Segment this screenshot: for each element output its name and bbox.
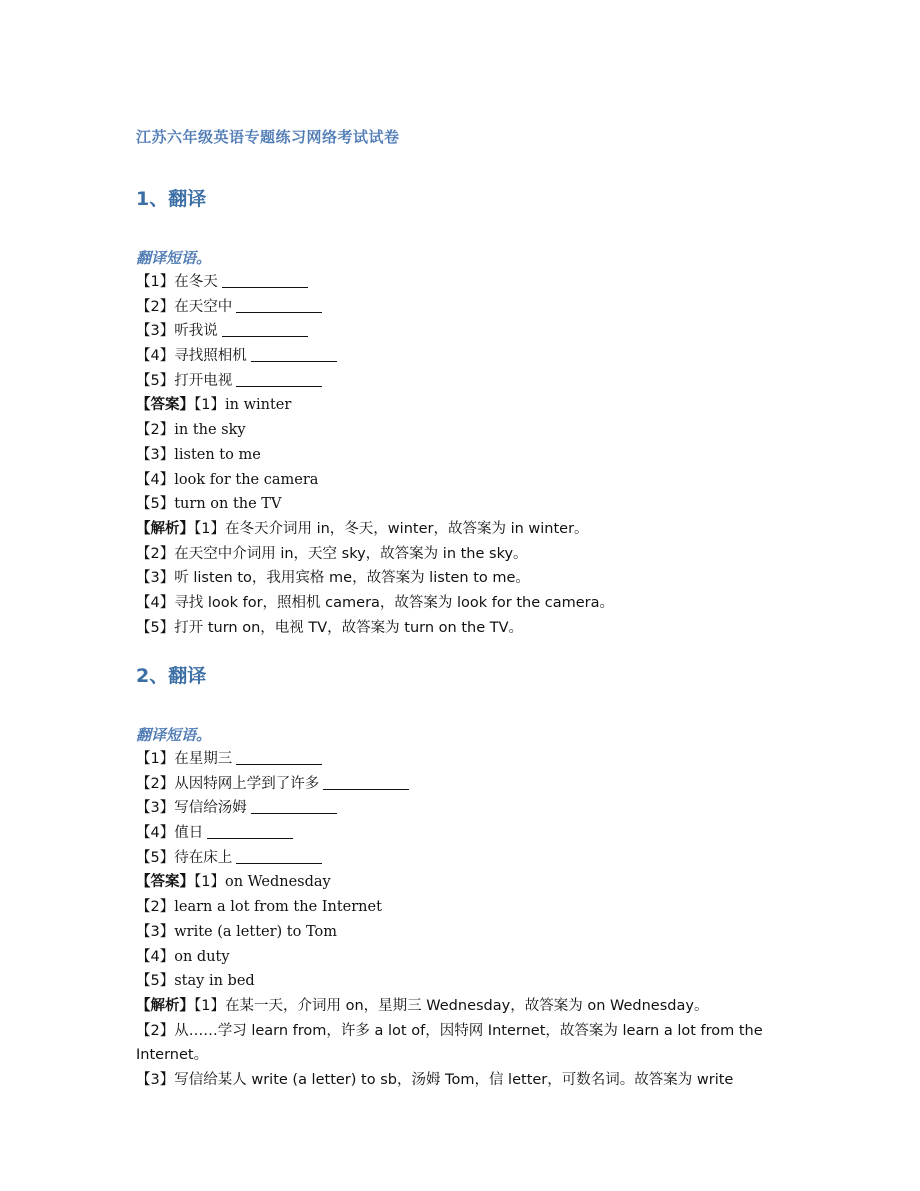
answer-text: listen to me — [174, 446, 261, 463]
answer-line — [136, 870, 796, 895]
answer-number: 【4】 — [136, 948, 175, 965]
question-number: 【3】 — [136, 800, 175, 817]
analysis-number: 【1】 — [194, 997, 225, 1014]
analysis-line — [136, 1019, 796, 1068]
question-line — [136, 747, 796, 772]
answer-blank — [323, 773, 409, 790]
question-number: 【3】 — [136, 323, 175, 340]
answer-text: on Wednesday — [224, 874, 331, 891]
question-text: 待在床上 — [174, 849, 233, 866]
answer-number: 【2】 — [136, 422, 175, 439]
answer-blank — [207, 822, 293, 839]
answer-blank — [236, 370, 322, 387]
answer-number: 【5】 — [136, 496, 175, 513]
answer-text: in the sky — [174, 422, 246, 439]
answer-line — [136, 468, 796, 493]
section-instruction: 翻译短语。 — [136, 726, 212, 744]
analysis-label: 【解析】 — [136, 997, 194, 1014]
question-number: 【2】 — [136, 775, 175, 792]
answer-number: 【1】 — [194, 874, 225, 891]
analysis-line — [136, 566, 796, 591]
answer-text: look for the camera — [174, 471, 319, 488]
answer-label: 【答案】 — [136, 874, 194, 891]
answer-number: 【1】 — [194, 397, 225, 414]
question-line — [136, 821, 796, 846]
answer-line — [136, 418, 796, 443]
analysis-line — [136, 542, 796, 567]
answer-line — [136, 945, 796, 970]
question-line — [136, 772, 796, 797]
question-text: 打开电视 — [174, 372, 233, 389]
answer-blank — [222, 320, 308, 337]
question-text: 从因特网上学到了许多 — [174, 775, 320, 792]
question-text: 寻找照相机 — [174, 348, 247, 365]
question-text: 在冬天 — [174, 274, 218, 290]
answer-text: write (a letter) to Tom — [174, 923, 337, 940]
answer-text: learn a lot from the Internet — [174, 899, 382, 916]
answer-text: on duty — [174, 948, 230, 965]
section-2 — [136, 661, 796, 1093]
analysis-text: 从……学习 learn from，许多 a lot of，因特网 Internet，故答案为 learn a lot from the Internet。 — [136, 1022, 763, 1064]
answer-text: in winter — [224, 397, 292, 414]
question-number: 【5】 — [136, 372, 175, 389]
answer-number: 【4】 — [136, 471, 175, 488]
document-title: 江苏六年级英语专题练习网络考试试卷 — [136, 128, 400, 146]
analysis-number: 【1】 — [194, 520, 225, 537]
analysis-number: 【5】 — [136, 619, 175, 636]
question-number: 【1】 — [136, 751, 175, 767]
question-text: 听我说 — [174, 323, 218, 340]
answer-blank — [251, 797, 337, 814]
analysis-number: 【3】 — [136, 1071, 175, 1088]
answer-number: 【3】 — [136, 923, 175, 940]
answer-blank — [236, 296, 322, 313]
analysis-text: 在冬天介词用 in，冬天，winter，故答案为 in winter。 — [224, 520, 589, 537]
analysis-text: 听 listen to，我用宾格 me，故答案为 listen to me。 — [174, 570, 530, 587]
section-instruction: 翻译短语。 — [136, 249, 212, 267]
section-1 — [136, 184, 796, 640]
answer-number: 【3】 — [136, 446, 175, 463]
analysis-label: 【解析】 — [136, 520, 194, 537]
analysis-line — [136, 517, 796, 542]
analysis-text: 打开 turn on，电视 TV，故答案为 turn on the TV。 — [174, 619, 524, 636]
question-number: 【2】 — [136, 298, 175, 315]
answer-text: turn on the TV — [174, 496, 282, 513]
question-line — [136, 344, 796, 369]
question-number: 【4】 — [136, 348, 175, 365]
analysis-text: 写信给某人 write (a letter) to sb，汤姆 Tom，信 letter，可数名词。故答案为 write — [174, 1071, 734, 1088]
question-line — [136, 270, 796, 295]
question-text: 写信给汤姆 — [174, 800, 247, 817]
analysis-line — [136, 616, 796, 641]
question-text: 值日 — [174, 825, 204, 842]
question-line — [136, 369, 796, 394]
question-line — [136, 846, 796, 871]
analysis-text: 寻找 look for，照相机 camera，故答案为 look for the camera。 — [174, 594, 615, 611]
analysis-number: 【3】 — [136, 570, 175, 587]
analysis-line — [136, 1068, 796, 1093]
analysis-line — [136, 994, 796, 1019]
answer-number: 【2】 — [136, 899, 175, 916]
section-heading: 1、翻译 — [136, 188, 207, 210]
question-line — [136, 319, 796, 344]
answer-text: stay in bed — [174, 973, 255, 990]
analysis-number: 【2】 — [136, 1022, 175, 1039]
answer-line — [136, 969, 796, 994]
answer-number: 【5】 — [136, 973, 175, 990]
analysis-number: 【2】 — [136, 545, 175, 562]
question-text: 在天空中 — [174, 298, 233, 315]
answer-blank — [236, 847, 322, 864]
question-line — [136, 295, 796, 320]
answer-line — [136, 920, 796, 945]
answer-line — [136, 393, 796, 418]
analysis-line — [136, 591, 796, 616]
question-line — [136, 796, 796, 821]
question-text: 在星期三 — [174, 751, 233, 767]
answer-line — [136, 443, 796, 468]
answer-blank — [236, 748, 322, 765]
analysis-number: 【4】 — [136, 594, 175, 611]
answer-line — [136, 492, 796, 517]
section-heading: 2、翻译 — [136, 665, 207, 687]
analysis-text: 在天空中介词用 in，天空 sky，故答案为 in the sky。 — [174, 545, 528, 562]
analysis-text: 在某一天，介词用 on，星期三 Wednesday，故答案为 on Wednesday。 — [224, 997, 709, 1014]
question-number: 【1】 — [136, 274, 175, 290]
answer-blank — [222, 271, 308, 288]
answer-line — [136, 895, 796, 920]
answer-blank — [251, 345, 337, 362]
question-number: 【4】 — [136, 825, 175, 842]
answer-label: 【答案】 — [136, 397, 194, 414]
question-number: 【5】 — [136, 849, 175, 866]
